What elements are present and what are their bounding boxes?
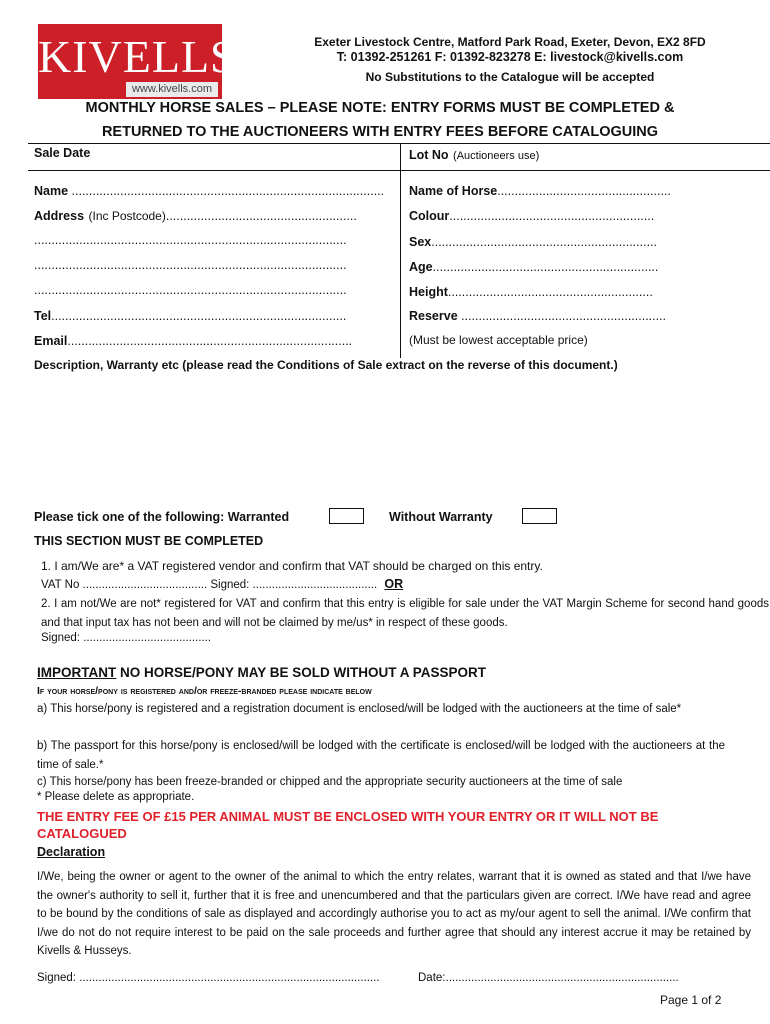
vat-signed2-label: Signed: [41, 632, 81, 644]
logo-website: www.kivells.com [126, 82, 218, 97]
declaration-date-row[interactable]: Date:......................................................................... [418, 972, 679, 984]
without-warranty-checkbox[interactable] [522, 508, 557, 524]
horse-name-field[interactable]: Name of Horse.................................................. [409, 184, 671, 198]
tel-label: Tel [34, 309, 52, 323]
vat-option2: 2. I am not/We are not* registered for VAT and confirm that this entry is eligible for sale under the VAT Margin Scheme for second hand goods and that input tax has not been and will not be claimed by me/us* in respect of these goods. [41, 598, 769, 629]
lot-no-field [409, 146, 539, 164]
vat-signed-label: Signed: [210, 579, 250, 591]
form-top-rule [28, 143, 770, 144]
vat-signed2-row[interactable]: Signed: ........................................ [41, 632, 212, 644]
delete-note: * Please delete as appropriate. [37, 791, 195, 803]
reserve-field[interactable]: Reserve ........................................................... [409, 309, 667, 323]
entry-fee-notice: THE ENTRY FEE OF £15 PER ANIMAL MUST BE ENCLOSED WITH YOUR ENTRY OR IT WILL NOT BE CATALOGUED [37, 809, 659, 841]
declaration-signed-row[interactable]: Signed: .............................................................................................. [37, 972, 380, 984]
kivells-logo [38, 24, 237, 99]
vat-number-row[interactable]: VAT No ....................................... Signed: ....................................... OR [41, 577, 404, 591]
declaration-date-label: Date: [418, 972, 446, 984]
reserve-label: Reserve [409, 309, 458, 323]
reserve-note: (Must be lowest acceptable price) [409, 333, 588, 347]
name-field[interactable]: Name .......................................................................................... [34, 184, 385, 198]
age-label: Age [409, 260, 433, 274]
name-label: Name [34, 184, 69, 198]
colour-label: Colour [409, 209, 450, 223]
passport-heading [37, 665, 486, 680]
header-notice: No Substitutions to the Catalogue will be accepted [365, 70, 655, 84]
passport-heading-text: NO HORSE/PONY MAY BE SOLD WITHOUT A PASSPORT [116, 665, 487, 680]
without-warranty-label: Without Warranty [389, 510, 493, 524]
vat-no-label: VAT No [41, 579, 80, 591]
colour-field[interactable]: Colour........................................................... [409, 209, 655, 223]
form-column-divider [400, 143, 401, 358]
address-note: (Inc Postcode) [88, 209, 166, 223]
passport-option-a: a) This horse/pony is registered and a registration document is enclosed/will be lodged with the auctioneers at the time of sale* [37, 703, 682, 715]
logo-wordmark: KIVELLS [38, 31, 237, 82]
vat-heading: THIS SECTION MUST BE COMPLETED [34, 534, 264, 548]
address-line-2[interactable]: .......................................................................................... [34, 233, 347, 247]
form-title-line2: RETURNED TO THE AUCTIONEERS WITH ENTRY FEES BEFORE CATALOGUING [101, 124, 659, 140]
description-area[interactable] [34, 378, 764, 500]
age-field[interactable]: Age................................................................. [409, 260, 659, 274]
form-title-line1: MONTHLY HORSE SALES – PLEASE NOTE: ENTRY FORMS MUST BE COMPLETED & [85, 100, 675, 116]
passport-option-c: c) This horse/pony has been freeze-branded or chipped and the appropriate security auctioneers at the time of sale [37, 776, 623, 788]
warranted-checkbox[interactable] [329, 508, 364, 524]
tel-field[interactable]: Tel..................................................................................... [34, 309, 347, 323]
email-field[interactable]: Email.................................................................................. [34, 334, 353, 348]
address-line-3[interactable]: .......................................................................................... [34, 258, 347, 272]
header-address: Exeter Livestock Centre, Matford Park Road, Exeter, Devon, EX2 8FD [314, 35, 706, 49]
height-label: Height [409, 285, 448, 299]
form-header-rule [28, 170, 770, 171]
address-label: Address [34, 209, 85, 223]
sex-label: Sex [409, 235, 432, 249]
height-field[interactable]: Height........................................................... [409, 285, 653, 299]
sex-field[interactable]: Sex................................................................. [409, 235, 657, 249]
header-contact: T: 01392-251261 F: 01392-823278 E: livestock@kivells.com [336, 50, 684, 64]
vat-or: OR [384, 577, 404, 591]
page-number: Page 1 of 2 [660, 993, 722, 1007]
passport-option-b: b) The passport for this horse/pony is enclosed/will be lodged with the certificate is enclosed/will be lodged with the auctioneers at the time of sale.* [37, 740, 725, 771]
declaration-text: I/We, being the owner or agent to the owner of the animal to which the entry relates, warrant that it is owned as stated and that I/we have the owner's authority to sell it, further that it is free and unencumbered and that the particulars given are correct. I/We have read and agree to be bound by the conditions of sale as displayed and accordingly authorise you to act as my/our agent to sell the animal. I/We confirm that I/we do not do not require interest to be paid on the sale proceeds and further agree that should any interest accrue it may be retained by Kivells & Husseys. [37, 871, 751, 957]
address-field[interactable]: Address (Inc Postcode)....................................................... [34, 209, 357, 223]
vat-option1: 1. I am/We are* a VAT registered vendor and confirm that VAT should be charged on this entry. [41, 559, 543, 573]
declaration-heading: Declaration [37, 845, 106, 859]
lot-no-note: (Auctioneers use) [453, 150, 540, 162]
horse-name-label: Name of Horse [409, 184, 498, 198]
declaration-signed-label: Signed: [37, 972, 77, 984]
passport-subheading: If your horse/pony is registered and/or freeze-branded please indicate below [37, 685, 372, 697]
sale-date-label: Sale Date [34, 146, 91, 160]
important-label: IMPORTANT [37, 665, 117, 680]
lot-no-label: Lot No [409, 148, 449, 162]
address-line-4[interactable]: .......................................................................................... [34, 283, 347, 297]
email-label: Email [34, 334, 68, 348]
description-label: Description, Warranty etc (please read the Conditions of Sale extract on the reverse of this document.) [34, 358, 618, 372]
warranty-prompt: Please tick one of the following: Warranted [34, 510, 290, 524]
